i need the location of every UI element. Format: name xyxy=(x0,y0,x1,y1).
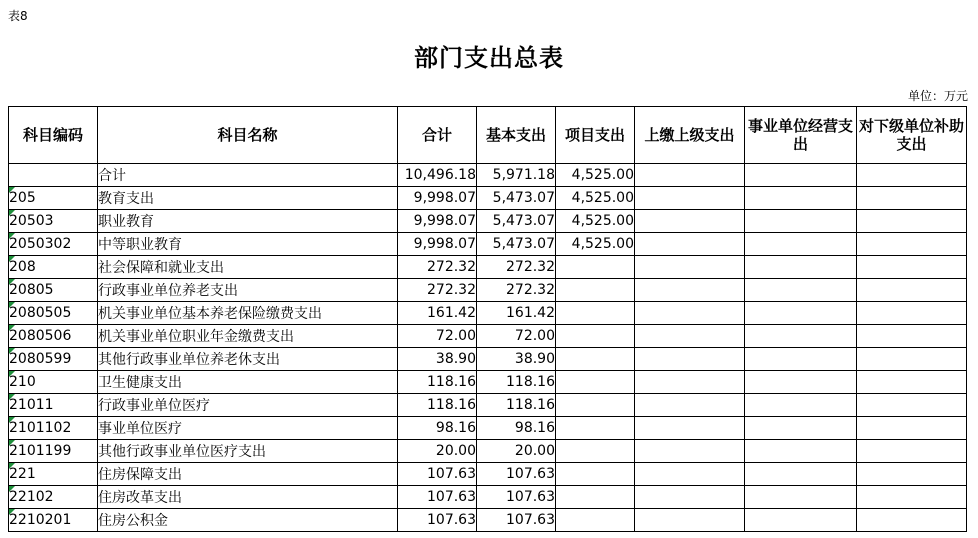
cell-upper xyxy=(635,371,745,394)
cell-marker-icon xyxy=(9,463,15,469)
cell-code-text: 2101102 xyxy=(9,420,72,436)
cell-total xyxy=(398,210,477,233)
cell-code xyxy=(9,233,98,256)
cell-project-text: 4,525.00 xyxy=(571,236,634,252)
cell-total xyxy=(398,394,477,417)
cell-name-text: 行政事业单位医疗 xyxy=(98,398,210,414)
cell-name-text: 卫生健康支出 xyxy=(98,375,182,391)
table-row xyxy=(9,394,967,417)
cell-name-text: 合计 xyxy=(98,168,126,184)
cell-lower xyxy=(857,348,967,371)
cell-upper xyxy=(635,187,745,210)
cell-code-text: 221 xyxy=(9,466,36,482)
cell-name-text: 其他行政事业单位医疗支出 xyxy=(98,444,266,460)
cell-basic-text: 118.16 xyxy=(506,374,555,390)
cell-project xyxy=(556,509,635,532)
table-row xyxy=(9,187,967,210)
cell-project xyxy=(556,302,635,325)
table-number: 表8 xyxy=(8,9,28,23)
cell-project xyxy=(556,440,635,463)
cell-name xyxy=(98,233,398,256)
cell-code-text: 205 xyxy=(9,190,36,206)
cell-marker-icon xyxy=(9,348,15,354)
cell-code xyxy=(9,486,98,509)
table-row xyxy=(9,325,967,348)
cell-name xyxy=(98,210,398,233)
cell-name xyxy=(98,394,398,417)
cell-code xyxy=(9,279,98,302)
cell-basic-text: 5,473.07 xyxy=(492,213,555,229)
cell-project xyxy=(556,417,635,440)
cell-marker-icon xyxy=(9,371,15,377)
cell-upper xyxy=(635,210,745,233)
cell-project xyxy=(556,187,635,210)
cell-basic xyxy=(477,509,556,532)
header-basic: 基本支出 xyxy=(477,107,556,164)
cell-business xyxy=(745,187,857,210)
page-title: 部门支出总表 xyxy=(414,44,564,72)
cell-marker-icon xyxy=(9,394,15,400)
cell-basic-text: 107.63 xyxy=(506,512,555,528)
header-code: 科目编码 xyxy=(9,107,98,164)
header-project: 项目支出 xyxy=(556,107,635,164)
cell-total-text: 9,998.07 xyxy=(413,236,476,252)
table-row xyxy=(9,348,967,371)
cell-basic-text: 5,971.18 xyxy=(492,167,555,183)
cell-name-text: 教育支出 xyxy=(98,191,154,207)
cell-marker-icon xyxy=(9,486,15,492)
cell-lower xyxy=(857,233,967,256)
table-row xyxy=(9,463,967,486)
cell-code xyxy=(9,509,98,532)
cell-name xyxy=(98,325,398,348)
cell-total-text: 107.63 xyxy=(427,512,476,528)
cell-basic-text: 20.00 xyxy=(514,443,555,459)
cell-basic xyxy=(477,417,556,440)
cell-code-text: 208 xyxy=(9,259,36,275)
cell-basic-text: 98.16 xyxy=(514,420,555,436)
table-row xyxy=(9,486,967,509)
cell-marker-icon xyxy=(9,279,15,285)
cell-project xyxy=(556,371,635,394)
cell-total-text: 272.32 xyxy=(427,282,476,298)
cell-code-text: 2080505 xyxy=(9,305,72,321)
cell-code xyxy=(9,325,98,348)
cell-total xyxy=(398,187,477,210)
cell-lower xyxy=(857,486,967,509)
cell-total xyxy=(398,509,477,532)
cell-total xyxy=(398,348,477,371)
cell-total xyxy=(398,279,477,302)
cell-business xyxy=(745,302,857,325)
cell-name xyxy=(98,509,398,532)
unit-label: 单位：万元 xyxy=(907,89,968,103)
cell-code-text: 2210201 xyxy=(9,512,72,528)
cell-name xyxy=(98,348,398,371)
cell-lower xyxy=(857,164,967,187)
cell-project-text: 4,525.00 xyxy=(571,167,634,183)
cell-total-text: 20.00 xyxy=(435,443,476,459)
cell-upper xyxy=(635,233,745,256)
cell-code xyxy=(9,164,98,187)
cell-basic-text: 272.32 xyxy=(506,282,555,298)
cell-lower xyxy=(857,417,967,440)
cell-project xyxy=(556,348,635,371)
cell-project xyxy=(556,463,635,486)
table-row xyxy=(9,233,967,256)
cell-marker-icon xyxy=(9,256,15,262)
cell-name xyxy=(98,463,398,486)
cell-name xyxy=(98,371,398,394)
cell-business xyxy=(745,279,857,302)
cell-code-text: 2050302 xyxy=(9,236,72,252)
cell-lower xyxy=(857,187,967,210)
cell-project xyxy=(556,233,635,256)
cell-total-text: 38.90 xyxy=(435,351,476,367)
cell-total xyxy=(398,417,477,440)
cell-project xyxy=(556,164,635,187)
cell-business xyxy=(745,486,857,509)
cell-name-text: 住房公积金 xyxy=(98,513,168,529)
cell-name-text: 社会保障和就业支出 xyxy=(98,260,224,276)
cell-basic-text: 118.16 xyxy=(506,397,555,413)
cell-basic xyxy=(477,325,556,348)
cell-total-text: 107.63 xyxy=(427,489,476,505)
cell-total xyxy=(398,440,477,463)
header-business: 事业单位经营支出 xyxy=(745,107,857,164)
cell-name-text: 住房保障支出 xyxy=(98,467,182,483)
cell-business xyxy=(745,440,857,463)
cell-total xyxy=(398,256,477,279)
cell-name xyxy=(98,187,398,210)
cell-lower xyxy=(857,509,967,532)
cell-basic xyxy=(477,302,556,325)
cell-marker-icon xyxy=(9,440,15,446)
cell-basic-text: 272.32 xyxy=(506,259,555,275)
cell-basic-text: 107.63 xyxy=(506,466,555,482)
cell-name xyxy=(98,486,398,509)
cell-code xyxy=(9,463,98,486)
cell-lower xyxy=(857,440,967,463)
table-row xyxy=(9,164,967,187)
cell-name-text: 职业教育 xyxy=(98,214,154,230)
cell-lower xyxy=(857,394,967,417)
cell-code xyxy=(9,440,98,463)
cell-name xyxy=(98,302,398,325)
cell-code xyxy=(9,256,98,279)
header-name: 科目名称 xyxy=(98,107,398,164)
cell-basic-text: 107.63 xyxy=(506,489,555,505)
cell-code-text: 20805 xyxy=(9,282,54,298)
cell-basic-text: 72.00 xyxy=(514,328,555,344)
cell-lower xyxy=(857,325,967,348)
cell-project xyxy=(556,279,635,302)
cell-project-text: 4,525.00 xyxy=(571,213,634,229)
cell-basic xyxy=(477,187,556,210)
cell-upper xyxy=(635,463,745,486)
table-row xyxy=(9,302,967,325)
cell-code xyxy=(9,187,98,210)
cell-upper xyxy=(635,164,745,187)
cell-business xyxy=(745,417,857,440)
table-row xyxy=(9,440,967,463)
cell-project xyxy=(556,325,635,348)
cell-upper xyxy=(635,256,745,279)
cell-code-text: 2101199 xyxy=(9,443,72,459)
cell-marker-icon xyxy=(9,233,15,239)
cell-upper xyxy=(635,486,745,509)
cell-code xyxy=(9,210,98,233)
cell-code-text: 210 xyxy=(9,374,36,390)
cell-basic xyxy=(477,164,556,187)
cell-total xyxy=(398,463,477,486)
cell-code xyxy=(9,348,98,371)
cell-code-text: 22102 xyxy=(9,489,54,505)
cell-basic xyxy=(477,348,556,371)
cell-total-text: 118.16 xyxy=(427,374,476,390)
cell-code xyxy=(9,394,98,417)
cell-basic-text: 161.42 xyxy=(506,305,555,321)
cell-upper xyxy=(635,417,745,440)
cell-basic xyxy=(477,371,556,394)
cell-name-text: 事业单位医疗 xyxy=(98,421,182,437)
cell-business xyxy=(745,463,857,486)
cell-lower xyxy=(857,371,967,394)
cell-basic xyxy=(477,279,556,302)
cell-name xyxy=(98,256,398,279)
cell-upper xyxy=(635,325,745,348)
cell-total-text: 9,998.07 xyxy=(413,213,476,229)
table-body xyxy=(9,164,967,532)
cell-business xyxy=(745,256,857,279)
cell-total xyxy=(398,302,477,325)
cell-basic-text: 5,473.07 xyxy=(492,190,555,206)
header-row xyxy=(9,107,967,164)
cell-lower xyxy=(857,279,967,302)
cell-business xyxy=(745,371,857,394)
cell-lower xyxy=(857,302,967,325)
cell-code-text: 21011 xyxy=(9,397,54,413)
cell-name-text: 机关事业单位职业年金缴费支出 xyxy=(98,329,294,345)
cell-basic xyxy=(477,486,556,509)
header-upper: 上缴上级支出 xyxy=(635,107,745,164)
table-row xyxy=(9,371,967,394)
cell-upper xyxy=(635,302,745,325)
expenditure-table xyxy=(8,106,967,532)
cell-lower xyxy=(857,463,967,486)
cell-code xyxy=(9,417,98,440)
cell-total-text: 72.00 xyxy=(435,328,476,344)
cell-name xyxy=(98,417,398,440)
cell-basic xyxy=(477,463,556,486)
cell-project xyxy=(556,256,635,279)
cell-basic xyxy=(477,210,556,233)
cell-basic xyxy=(477,233,556,256)
header-lower: 对下级单位补助支出 xyxy=(857,107,967,164)
cell-basic xyxy=(477,256,556,279)
header-total: 合计 xyxy=(398,107,477,164)
cell-business xyxy=(745,325,857,348)
cell-marker-icon xyxy=(9,210,15,216)
table-row xyxy=(9,509,967,532)
cell-business xyxy=(745,210,857,233)
table-row xyxy=(9,417,967,440)
table-row xyxy=(9,210,967,233)
cell-upper xyxy=(635,279,745,302)
cell-project xyxy=(556,394,635,417)
cell-code-text: 2080506 xyxy=(9,328,72,344)
cell-lower xyxy=(857,210,967,233)
cell-total xyxy=(398,371,477,394)
cell-total xyxy=(398,325,477,348)
cell-name-text: 行政事业单位养老支出 xyxy=(98,283,238,299)
cell-total xyxy=(398,233,477,256)
cell-upper xyxy=(635,440,745,463)
cell-code xyxy=(9,302,98,325)
cell-project xyxy=(556,210,635,233)
cell-code-text: 2080599 xyxy=(9,351,72,367)
cell-total xyxy=(398,486,477,509)
cell-total xyxy=(398,164,477,187)
cell-name xyxy=(98,440,398,463)
cell-basic-text: 5,473.07 xyxy=(492,236,555,252)
cell-marker-icon xyxy=(9,187,15,193)
cell-name-text: 中等职业教育 xyxy=(98,237,182,253)
cell-total-text: 161.42 xyxy=(427,305,476,321)
cell-total-text: 107.63 xyxy=(427,466,476,482)
cell-business xyxy=(745,509,857,532)
cell-marker-icon xyxy=(9,417,15,423)
cell-name xyxy=(98,279,398,302)
cell-business xyxy=(745,164,857,187)
cell-name-text: 住房改革支出 xyxy=(98,490,182,506)
cell-marker-icon xyxy=(9,509,15,515)
cell-upper xyxy=(635,394,745,417)
cell-marker-icon xyxy=(9,325,15,331)
cell-business xyxy=(745,394,857,417)
cell-name-text: 机关事业单位基本养老保险缴费支出 xyxy=(98,306,322,322)
table-row xyxy=(9,279,967,302)
cell-marker-icon xyxy=(9,302,15,308)
cell-total-text: 118.16 xyxy=(427,397,476,413)
table-row xyxy=(9,256,967,279)
cell-total-text: 272.32 xyxy=(427,259,476,275)
cell-name xyxy=(98,164,398,187)
cell-basic xyxy=(477,394,556,417)
cell-project-text: 4,525.00 xyxy=(571,190,634,206)
cell-code-text: 20503 xyxy=(9,213,54,229)
cell-basic xyxy=(477,440,556,463)
cell-project xyxy=(556,486,635,509)
cell-business xyxy=(745,348,857,371)
cell-total-text: 10,496.18 xyxy=(404,167,476,183)
cell-upper xyxy=(635,348,745,371)
cell-code xyxy=(9,371,98,394)
cell-lower xyxy=(857,256,967,279)
cell-business xyxy=(745,233,857,256)
cell-name-text: 其他行政事业单位养老休支出 xyxy=(98,352,280,368)
cell-basic-text: 38.90 xyxy=(514,351,555,367)
cell-upper xyxy=(635,509,745,532)
cell-total-text: 98.16 xyxy=(435,420,476,436)
cell-total-text: 9,998.07 xyxy=(413,190,476,206)
